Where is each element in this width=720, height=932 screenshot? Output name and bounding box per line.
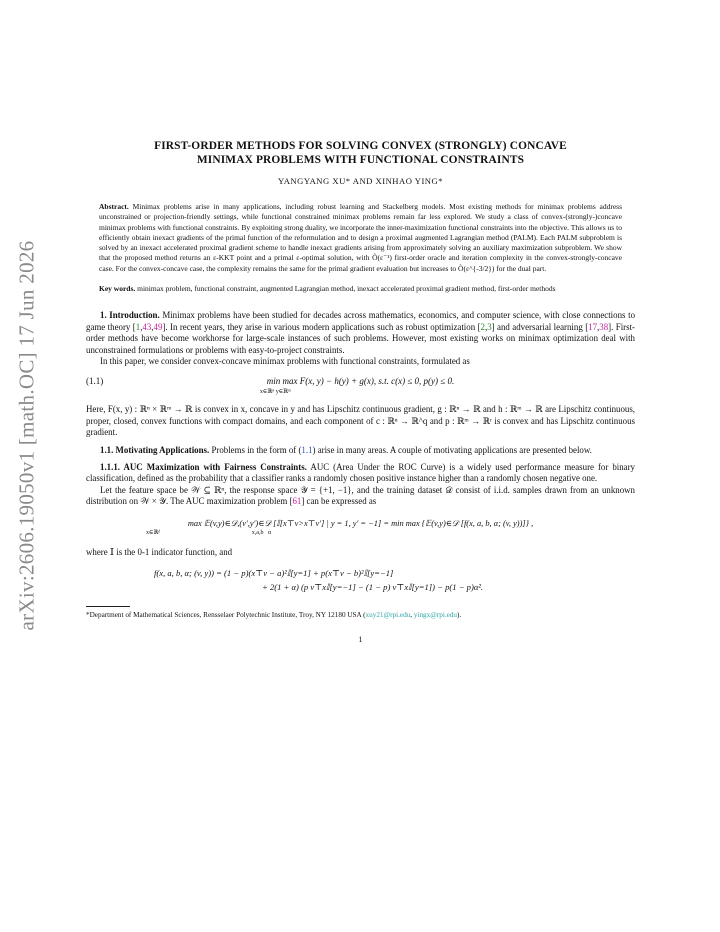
- citation[interactable]: 17: [588, 321, 598, 332]
- intro-text-a: Minimax problems have been studied for decades across mathematics, economics, and computer science, with close connections to game theory [: [86, 310, 636, 332]
- auc-equation: max 𝔼(v,y)∈𝒟,(v′,y′)∈𝒟 [𝕀[x⊤v>x⊤v′] | y = 1, y′ = −1] = min max {𝔼(v,y)∈𝒟 [f(x, a, b, α; (v, y))]} ,: [187, 518, 534, 528]
- intro-text-d: ]. First-order methods have become workhorse for large-scale instances of such problems. However, most existing works on minimax optimization deal with unconstrained formulations or problems with easy-to-project constraints.: [86, 321, 635, 355]
- title-line-1: FIRST-ORDER METHODS FOR SOLVING CONVEX (STRONGLY) CONCAVE: [154, 140, 567, 152]
- arxiv-stamp: [4, 200, 50, 670]
- intro-text-c: ] and adversarial learning [: [491, 321, 589, 332]
- citation[interactable]: 3: [487, 321, 492, 332]
- citation[interactable]: 49: [153, 321, 163, 332]
- intro-paragraph: 1. Introduction. Minimax problems have been studied for decades across mathematics, economics, and computer science, with close connections to game theory [1,43,49]. In recent years, they arise in various modern applications such as robust optimization [2,3] and adversarial learning [17,38]. First-order methods have become workhorse for large-scale instances of such problems. However, most existing works on minimax optimization deal with unconstrained formulations or problems with easy-to-project constraints.: [86, 310, 636, 355]
- footnote: [86, 611, 635, 621]
- abstract-text: Minimax problems arise in many applications, including robust learning and Stackelberg models. Most existing methods for minimax problems address unconstrained or projection-friendly settings, while functional constrained minimax problems remain far less explored. We study a class of convex-(strongly-)concave minimax problems with functional constraints. By exploiting strong duality, we incorporate the inner-maximization functional constraints into the objective. This allows us to efficiently obtain inexact gradients of the primal function of the reformulation and to design a proximal augmented Lagrangian method (PALM). Each PALM subproblem is solved by an inexact accelerated proximal gradient scheme to handle inexact gradients arising from approximately solving an auxiliary maximization subproblem. We show that the proposed method returns an: [99, 202, 623, 263]
- auc-paragraph: [86, 485, 635, 508]
- arxiv-id: arXiv:2606.19050v1 [math.OC] 17 Jun 2026: [14, 240, 39, 630]
- abstract-tail: ε-KKT point and a primal ε-optimal solution, with Õ(ε⁻¹) first-order oracle and iteration complexity in the convex-strongly-concave case. For the convex-concave case, the complexity remains the same for the primal gradient evaluation but increases to Õ(ε^{-3/2}) for the dual part.: [99, 253, 623, 273]
- intro-paragraph-2: In this paper, we consider convex-concave minimax problems with functional constraints, formulated as: [100, 356, 470, 366]
- email-link[interactable]: yingx@rpi.edu: [413, 611, 458, 620]
- keywords-label: Key words.: [99, 284, 136, 294]
- authors: YANGYANG XU* AND XINHAO YING*: [277, 176, 444, 186]
- equation-ref[interactable]: 1.1: [301, 444, 313, 455]
- f-equation-line-2: + 2(1 + α) (p v⊤x𝕀[y=−1] − (1 − p) v⊤x𝕀[y=1]) − p(1 − p)α².: [262, 582, 484, 593]
- f-equation-line-1: f(x, a, b, α; (v, y)) = (1 − p)(x⊤v − a)²𝕀[y=1] + p(x⊤v − b)²𝕀[y=−1]: [154, 568, 394, 579]
- section-1-heading: 1. Introduction.: [100, 310, 160, 321]
- keywords-text: minimax problem, functional constraint, augmented Lagrangian method, inexact accelerated proximal gradient method, first-order methods: [137, 284, 556, 294]
- footnote-text: *Department of Mathematical Sciences, Rensselaer Polytechnic Institute, Troy, NY 12180 USA (: [86, 611, 366, 620]
- intro-text-b: ]. In recent years, they arise in various modern applications such as robust optimization [: [162, 321, 481, 332]
- abstract: [99, 202, 622, 274]
- auc-text-b: ] can be expressed as: [301, 496, 377, 507]
- citation[interactable]: 1: [135, 321, 141, 332]
- email-link[interactable]: xuy21@rpi.edu: [365, 611, 411, 620]
- section-1-1-1-text: AUC (Area Under the ROC Curve) is a widely used performance measure for binary classification, defined as the probability that a classifier ranks a randomly chosen positive instance higher than a randomly chosen negative one.: [86, 462, 635, 484]
- where-text: where 𝕀 is the 0-1 indicator function, and: [86, 546, 233, 557]
- citation[interactable]: 38: [599, 321, 609, 332]
- equation-1-1: [86, 373, 635, 389]
- footnote-rule: [86, 606, 130, 607]
- definitions-paragraph: Here, F(x, y) : ℝⁿ × ℝᵐ → ℝ is convex in x, concave in y and has Lipschitz continuous gradient, g : ℝⁿ → ℝ and h : ℝᵐ → ℝ are Lipschitz continuous, proper, closed, convex functions with compact domains, and each component of c : ℝⁿ → ℝ^q and p : ℝᵐ → ℝʳ is convex and has Lipschitz continuous gradient.: [86, 404, 635, 438]
- section-1-1-heading: 1.1. Motivating Applications.: [100, 444, 210, 455]
- footnote-end: ).: [457, 611, 462, 620]
- equation-body: min max F(x, y) − h(y) + g(x), s.t. c(x) ≤ 0, p(y) ≤ 0.: [266, 376, 455, 387]
- equation-subscript: x∈ℝⁿ y∈ℝᵐ: [259, 389, 292, 396]
- equation-number: (1.1): [86, 376, 104, 387]
- title-line-2: MINIMAX PROBLEMS WITH FUNCTIONAL CONSTRAINTS: [196, 153, 525, 166]
- paper-page: [86, 140, 635, 644]
- footnote-separator: ,: [410, 611, 414, 620]
- section-1-1-text-b: ) arise in many areas. A couple of motivating applications are presented below.: [312, 444, 592, 455]
- abstract-label: Abstract.: [99, 202, 129, 211]
- citation[interactable]: 2: [480, 321, 485, 332]
- citation[interactable]: 43: [142, 321, 152, 332]
- section-1-1-1-heading: 1.1.1. AUC Maximization with Fairness Constraints.: [100, 462, 307, 473]
- paper-title: [86, 140, 635, 167]
- keywords: [99, 284, 622, 294]
- section-1-1-text-a: Problems in the form of (: [211, 444, 302, 455]
- page-number: 1: [358, 634, 363, 644]
- citation[interactable]: 61: [292, 496, 302, 507]
- auc-text-a: Let the feature space be 𝒲 ⊆ ℝⁿ, the response space 𝒴 = {+1, −1}, and the training dataset 𝒟 consist of i.i.d. samples drawn from an unknown distribution on 𝒲 × 𝒴. The AUC maximization problem [: [86, 484, 635, 507]
- section-1-1: [86, 445, 635, 456]
- auc-equation-subscript: x∈ℝᵈ x,a,b α: [146, 529, 272, 536]
- section-1-1-1: [86, 462, 635, 485]
